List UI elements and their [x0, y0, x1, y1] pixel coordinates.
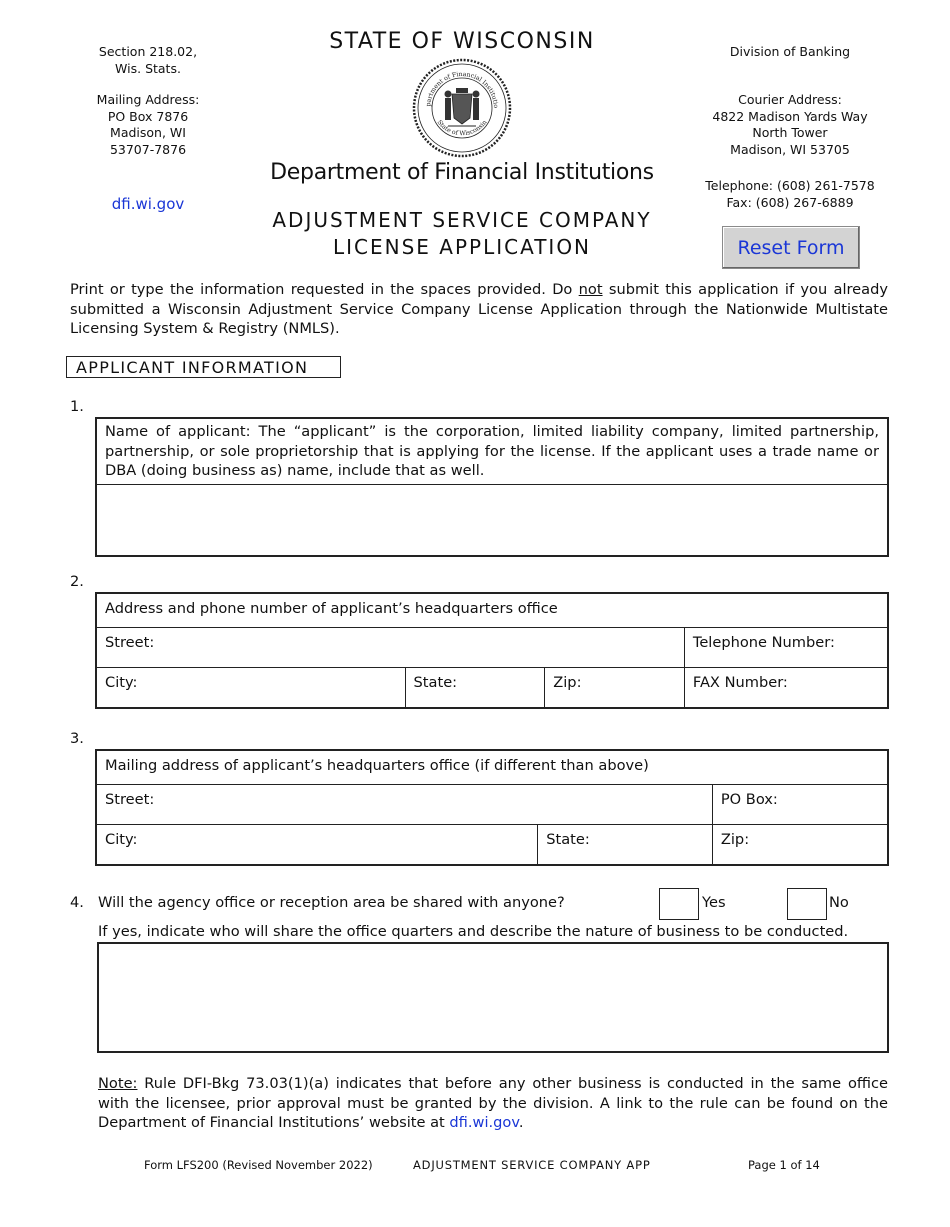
applicant-name-input[interactable] — [96, 484, 888, 556]
courier-address: Courier Address: 4822 Madison Yards Way North Tower Madison, WI 53705 — [712, 92, 868, 157]
division-name: Division of Banking — [729, 44, 851, 59]
no-label: No — [829, 894, 849, 911]
statute-reference: Section 218.02, Wis. Stats. — [98, 44, 198, 76]
shared-office-description-input[interactable] — [97, 942, 889, 1053]
question-number: 4. — [70, 894, 84, 911]
yes-label: Yes — [702, 894, 726, 911]
po-box-field[interactable]: PO Box: — [712, 784, 888, 824]
seal-text-top: partment of Financial Institutio — [424, 70, 500, 109]
headquarters-header: Address and phone number of applicant’s headquarters office — [96, 593, 888, 627]
footer-title: ADJUSTMENT SERVICE COMPANY APP — [413, 1158, 651, 1172]
website-link[interactable]: dfi.wi.gov — [111, 195, 185, 213]
street-field[interactable]: Street: — [96, 627, 684, 667]
footer-page-number: Page 1 of 14 — [748, 1158, 820, 1172]
reset-form-button[interactable]: Reset Form — [722, 226, 860, 269]
seal-text-bottom: State of Wisconsin — [435, 118, 489, 138]
question-number: 2. — [70, 573, 84, 590]
state-title: STATE OF WISCONSIN — [329, 29, 595, 54]
mailing-address: Mailing Address: PO Box 7876 Madison, WI 53707-7876 — [96, 92, 200, 157]
city-field[interactable]: City: — [96, 667, 405, 708]
applicant-name-table — [95, 417, 889, 557]
telephone-field[interactable]: Telephone Number: — [684, 627, 888, 667]
yes-checkbox[interactable] — [659, 888, 699, 920]
note-paragraph: Note: Rule DFI-Bkg 73.03(1)(a) indicates that before any other business is conducted in the same office with the licensee, prior approval must be granted by the division. A link to the rule can be found on the Department of Financial Institutions’ website at dfi.wi.gov. — [98, 1075, 888, 1131]
telephone: Telephone: (608) 261-7578 — [705, 178, 875, 193]
department-name: Department of Financial Institutions — [270, 160, 654, 185]
section-title: APPLICANT INFORMATION — [66, 356, 341, 378]
shared-office-followup: If yes, indicate who will share the office quarters and describe the nature of business to be conducted. — [98, 923, 849, 940]
mailing-zip-field[interactable]: Zip: — [712, 824, 888, 865]
website-link[interactable]: dfi.wi.gov — [449, 1114, 519, 1131]
fax: Fax: (608) 267-6889 — [726, 194, 854, 210]
footer-form-number: Form LFS200 (Revised November 2022) — [144, 1158, 373, 1172]
state-seal — [412, 58, 512, 158]
headquarters-address-table — [95, 592, 889, 709]
question-number: 1. — [70, 398, 84, 415]
mailing-city-field[interactable]: City: — [96, 824, 538, 865]
shared-office-question: Will the agency office or reception area be shared with anyone? — [98, 894, 565, 911]
seal-icon — [412, 58, 512, 158]
mailing-header: Mailing address of applicant’s headquarters office (if different than above) — [96, 750, 888, 784]
mailing-address-table — [95, 749, 889, 866]
applicant-name-label: Name of applicant: The “applicant” is the corporation, limited liability company, limited partnership, partnership, or sole proprietorship that is applying for the license. If the applicant uses a trade name or DBA (doing business as) name, include that as well. — [96, 418, 888, 484]
zip-field[interactable]: Zip: — [545, 667, 685, 708]
intro-paragraph: Print or type the information requested in the spaces provided. Do not submit this application if you already submitted a Wisconsin Adjustment Service Company License Application through the Nationwide Multistate Licensing System & Registry (NMLS). — [70, 281, 889, 337]
mailing-street-field[interactable]: Street: — [96, 784, 712, 824]
form-title: ADJUSTMENT SERVICE COMPANY LICENSE APPLICATION — [272, 208, 652, 259]
contact-info — [700, 178, 880, 211]
fax-field[interactable]: FAX Number: — [684, 667, 888, 708]
mailing-state-field[interactable]: State: — [538, 824, 713, 865]
state-field[interactable]: State: — [405, 667, 545, 708]
question-number: 3. — [70, 730, 84, 747]
no-checkbox[interactable] — [787, 888, 827, 920]
